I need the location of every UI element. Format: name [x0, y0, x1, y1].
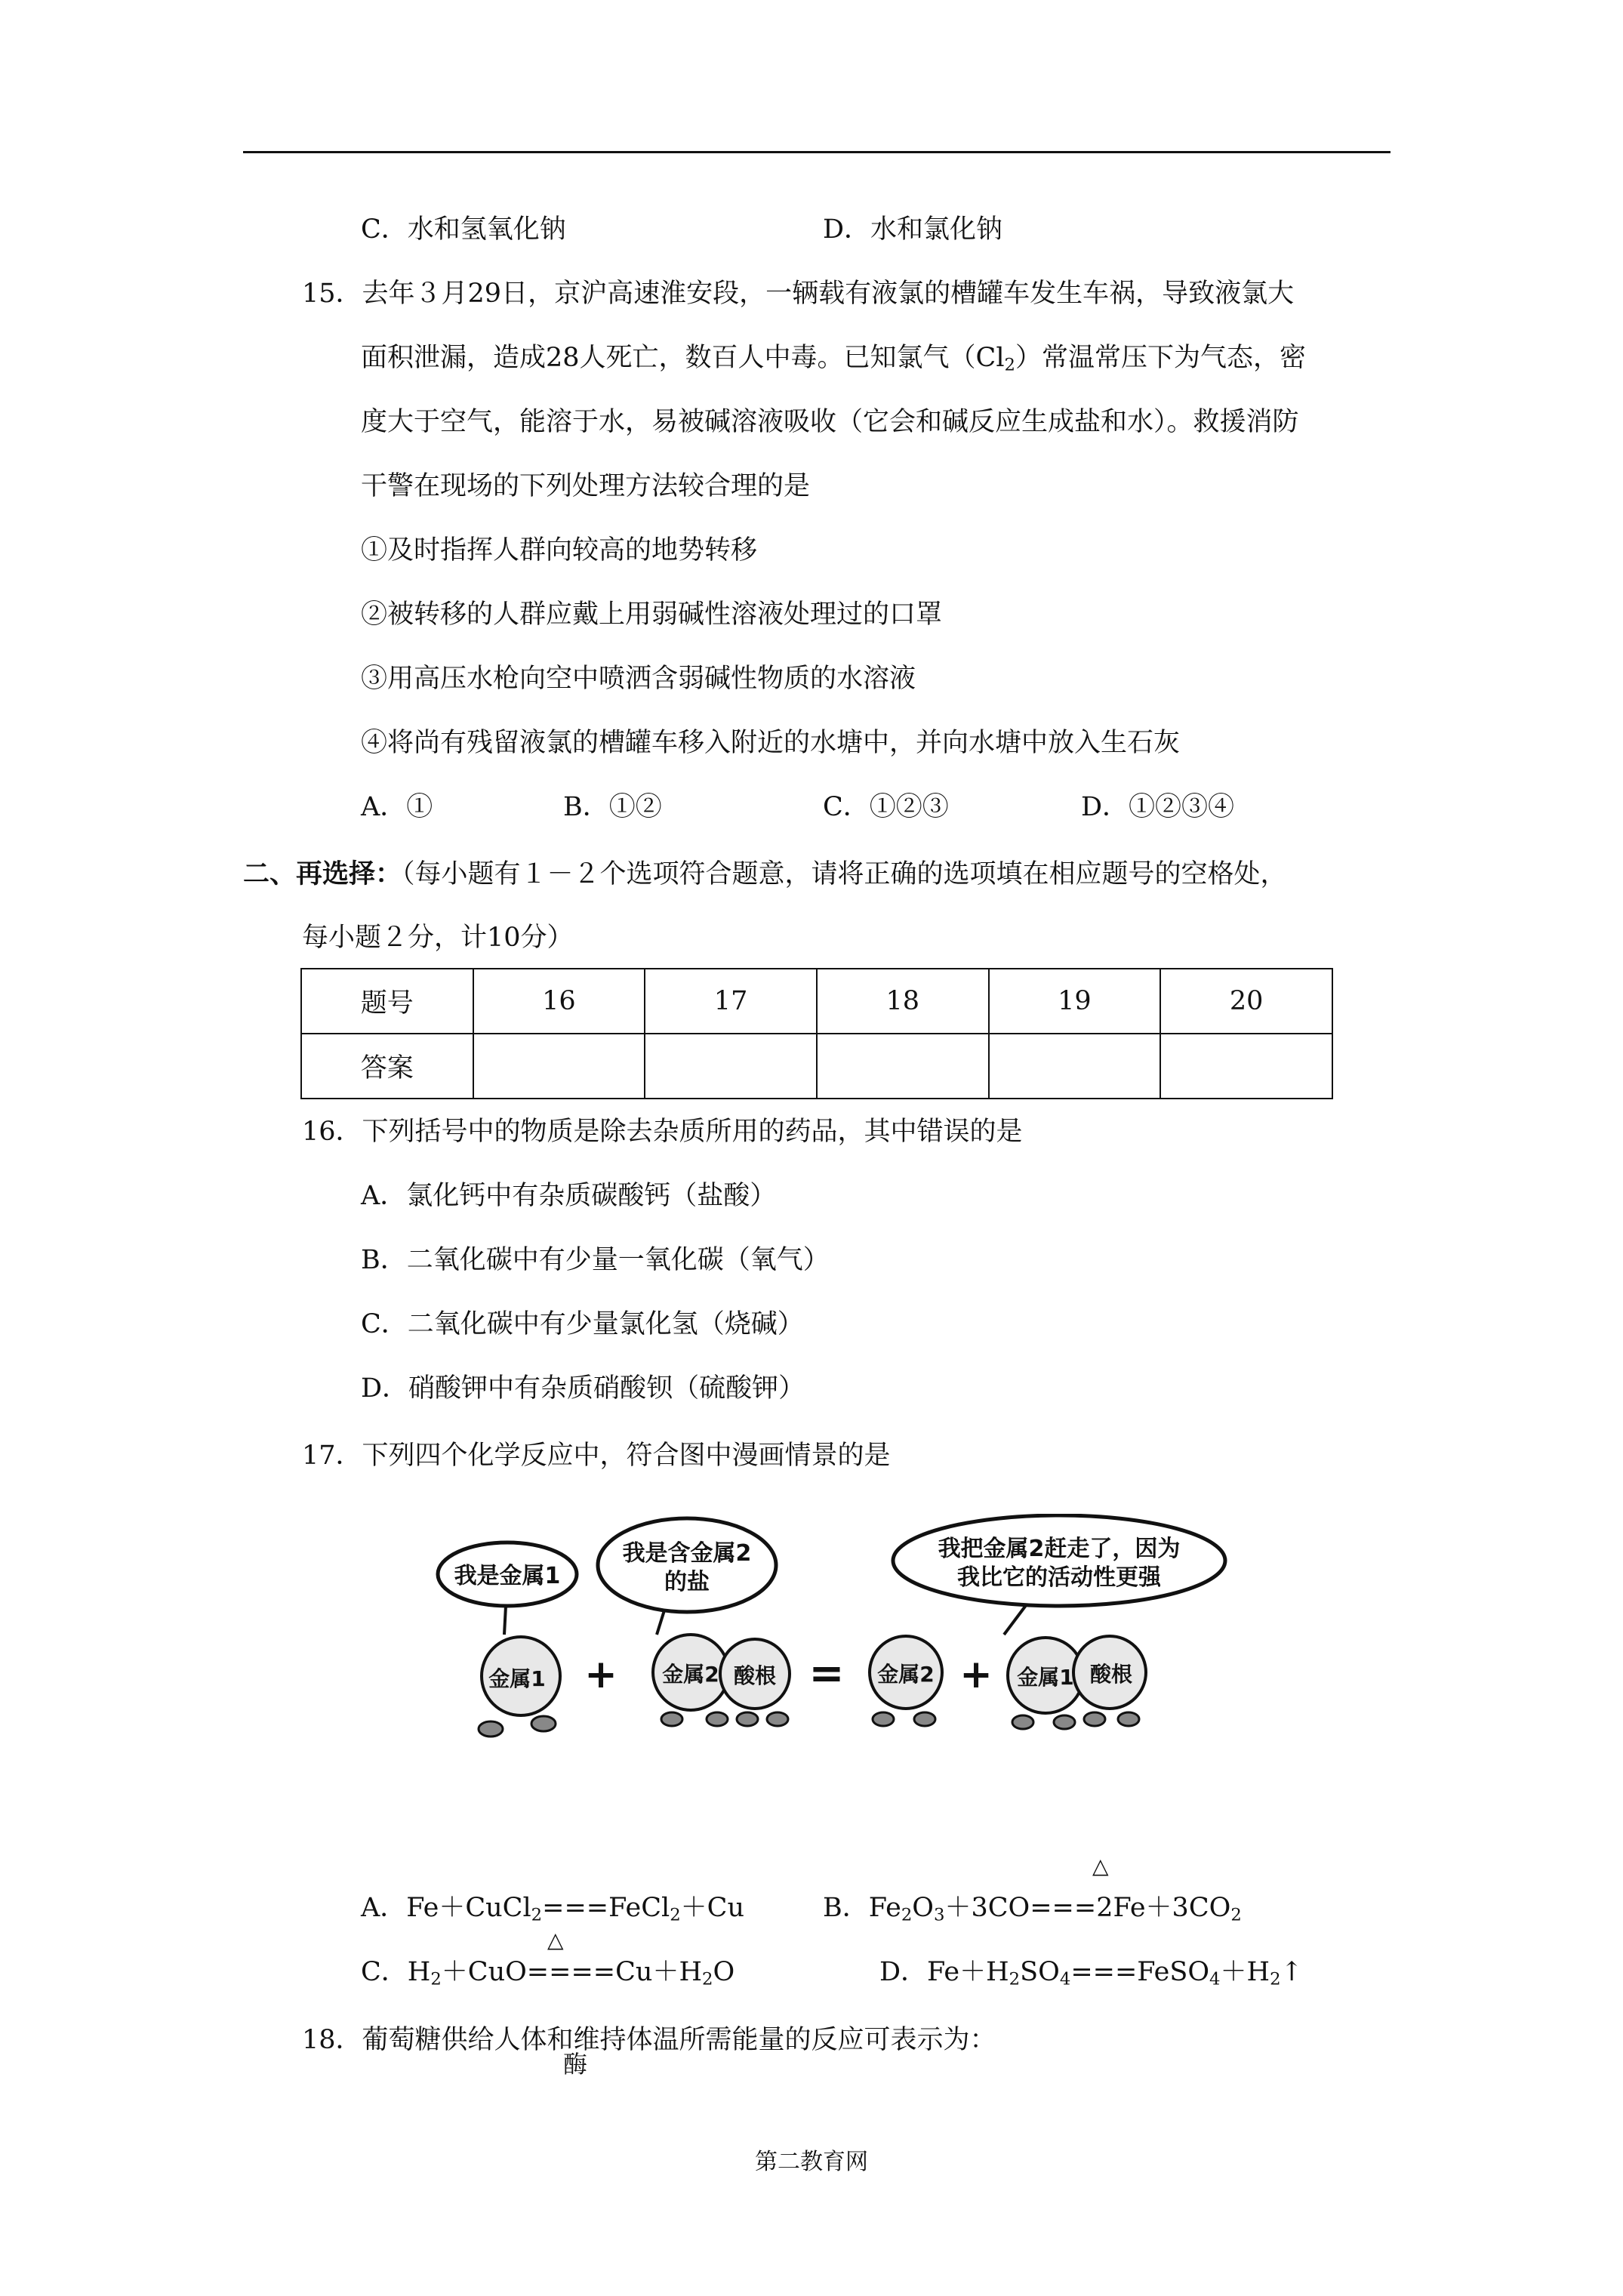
answer-table-number-row [301, 969, 1332, 1034]
metal-displacement-cartoon [423, 1514, 1268, 1748]
answer-cell[interactable] [989, 1034, 1161, 1099]
bubble-1-text: 我是金属1 [454, 1563, 561, 1589]
heating-triangle-c: △ [547, 1928, 564, 1952]
plus-sign-1: + [584, 1652, 617, 1697]
q15-item-1: ①及时指挥人群向较高的地势转移 [361, 535, 758, 566]
answer-table-number: 18 [817, 969, 989, 1034]
ball-4-label: 金属2 [877, 1662, 935, 1687]
page-footer: 第二教育网 [755, 2149, 868, 2175]
header-rule [243, 151, 1390, 153]
section2-instruction-line2: 每小题２分，计10分） [302, 923, 574, 953]
q15-stem-line2: 面积泄漏，造成28人死亡，数百人中毒。已知氯气$(Cl_2)$常温常压下为气态，密 [361, 343, 1307, 375]
q18-stem: 18．葡萄糖供给人体和维持体温所需能量的反应可表示为： [302, 2025, 996, 2055]
answer-table-number: 17 [645, 969, 817, 1034]
answer-cell[interactable] [1160, 1034, 1332, 1099]
bubble-3-text-line2: 我比它的活动性更强 [957, 1564, 1161, 1591]
bubble-2-text-line2: 的盐 [664, 1569, 710, 1595]
answer-table [300, 968, 1333, 1099]
q16-stem: 16．下列括号中的物质是除去杂质所用的药品，其中错误的是 [302, 1117, 1023, 1147]
answer-table-header-answer: 答案 [301, 1034, 473, 1099]
q15-option-d: D．①②③④ [1081, 792, 1235, 822]
q15-option-b: B．①② [563, 792, 662, 822]
q14-option-d: D．水和氯化钠 [823, 214, 1003, 245]
q16-option-b: B．二氧化碳中有少量一氧化碳（氧气） [361, 1245, 830, 1275]
answer-table-header-number: 题号 [301, 969, 473, 1034]
q18-enzyme-label: 酶 [563, 2050, 588, 2079]
answer-cell[interactable] [645, 1034, 817, 1099]
q17-option-b: B．$Fe_2O_3+3CO===2Fe+3CO_2$ [823, 1893, 1242, 1925]
q17-option-a: A．Fe＋CuCl$_2$===FeCl$_2$＋Cu [361, 1893, 744, 1925]
answer-table-number: 16 [473, 969, 645, 1034]
q16-option-a: A．氯化钙中有杂质碳酸钙（盐酸） [361, 1181, 777, 1211]
q15-option-a: A．① [361, 792, 433, 822]
answer-table-number: 20 [1160, 969, 1332, 1034]
q15-stem-line3: 度大于空气，能溶于水，易被碱溶液吸收（它会和碱反应生成盐和水）。救援消防 [361, 407, 1299, 437]
answer-table-number: 19 [989, 969, 1161, 1034]
ball-5-label: 金属1 [1017, 1665, 1074, 1690]
heating-triangle-b: △ [1092, 1854, 1109, 1878]
q15-option-c: C．①②③ [823, 792, 949, 822]
ball-2-label: 金属2 [662, 1662, 719, 1687]
q15-item-2: ②被转移的人群应戴上用弱碱性溶液处理过的口罩 [361, 599, 943, 630]
q15-item-4: ④将尚有残留液氯的槽罐车移入附近的水塘中，并向水塘中放入生石灰 [361, 728, 1181, 758]
q15-stem-line1: 15．去年３月29日，京沪高速淮安段，一辆载有液氯的槽罐车发生车祸，导致液氯大 [302, 279, 1295, 309]
answer-cell[interactable] [473, 1034, 645, 1099]
q17-option-d: D．$Fe+H_2SO_4===FeSO_4+H_2↑$ [879, 1957, 1303, 1989]
ball-1-label: 金属1 [488, 1666, 546, 1691]
section2-heading: 二、再选择：（每小题有１－２个选项符合题意，请将正确的选项填在相应题号的空格处， [243, 858, 1287, 889]
ball-3-label: 酸根 [733, 1663, 777, 1688]
q15-stem-line4: 干警在现场的下列处理方法较合理的是 [361, 471, 811, 501]
q17-option-c: C．$H_2+CuO====Cu+H_2O$ [361, 1957, 735, 1989]
answer-table-answer-row [301, 1034, 1332, 1099]
answer-cell[interactable] [817, 1034, 989, 1099]
q16-option-c: C．二氧化碳中有少量氯化氢（烧碱） [361, 1309, 804, 1339]
q15-item-3: ③用高压水枪向空中喷洒含弱碱性物质的水溶液 [361, 664, 916, 694]
q16-option-d: D．硝酸钾中有杂质硝酸钡（硫酸钾） [361, 1373, 805, 1404]
bubble-3-text-line1: 我把金属2赶走了，因为 [938, 1536, 1181, 1562]
ball-6-label: 酸根 [1089, 1662, 1133, 1687]
q14-option-c: C．水和氢氧化钠 [361, 214, 566, 245]
q17-stem: 17．下列四个化学反应中，符合图中漫画情景的是 [302, 1441, 891, 1471]
bubble-2-text-line1: 我是含金属2 [622, 1540, 752, 1567]
equals-sign: = [808, 1649, 845, 1698]
plus-sign-2: + [959, 1652, 993, 1697]
